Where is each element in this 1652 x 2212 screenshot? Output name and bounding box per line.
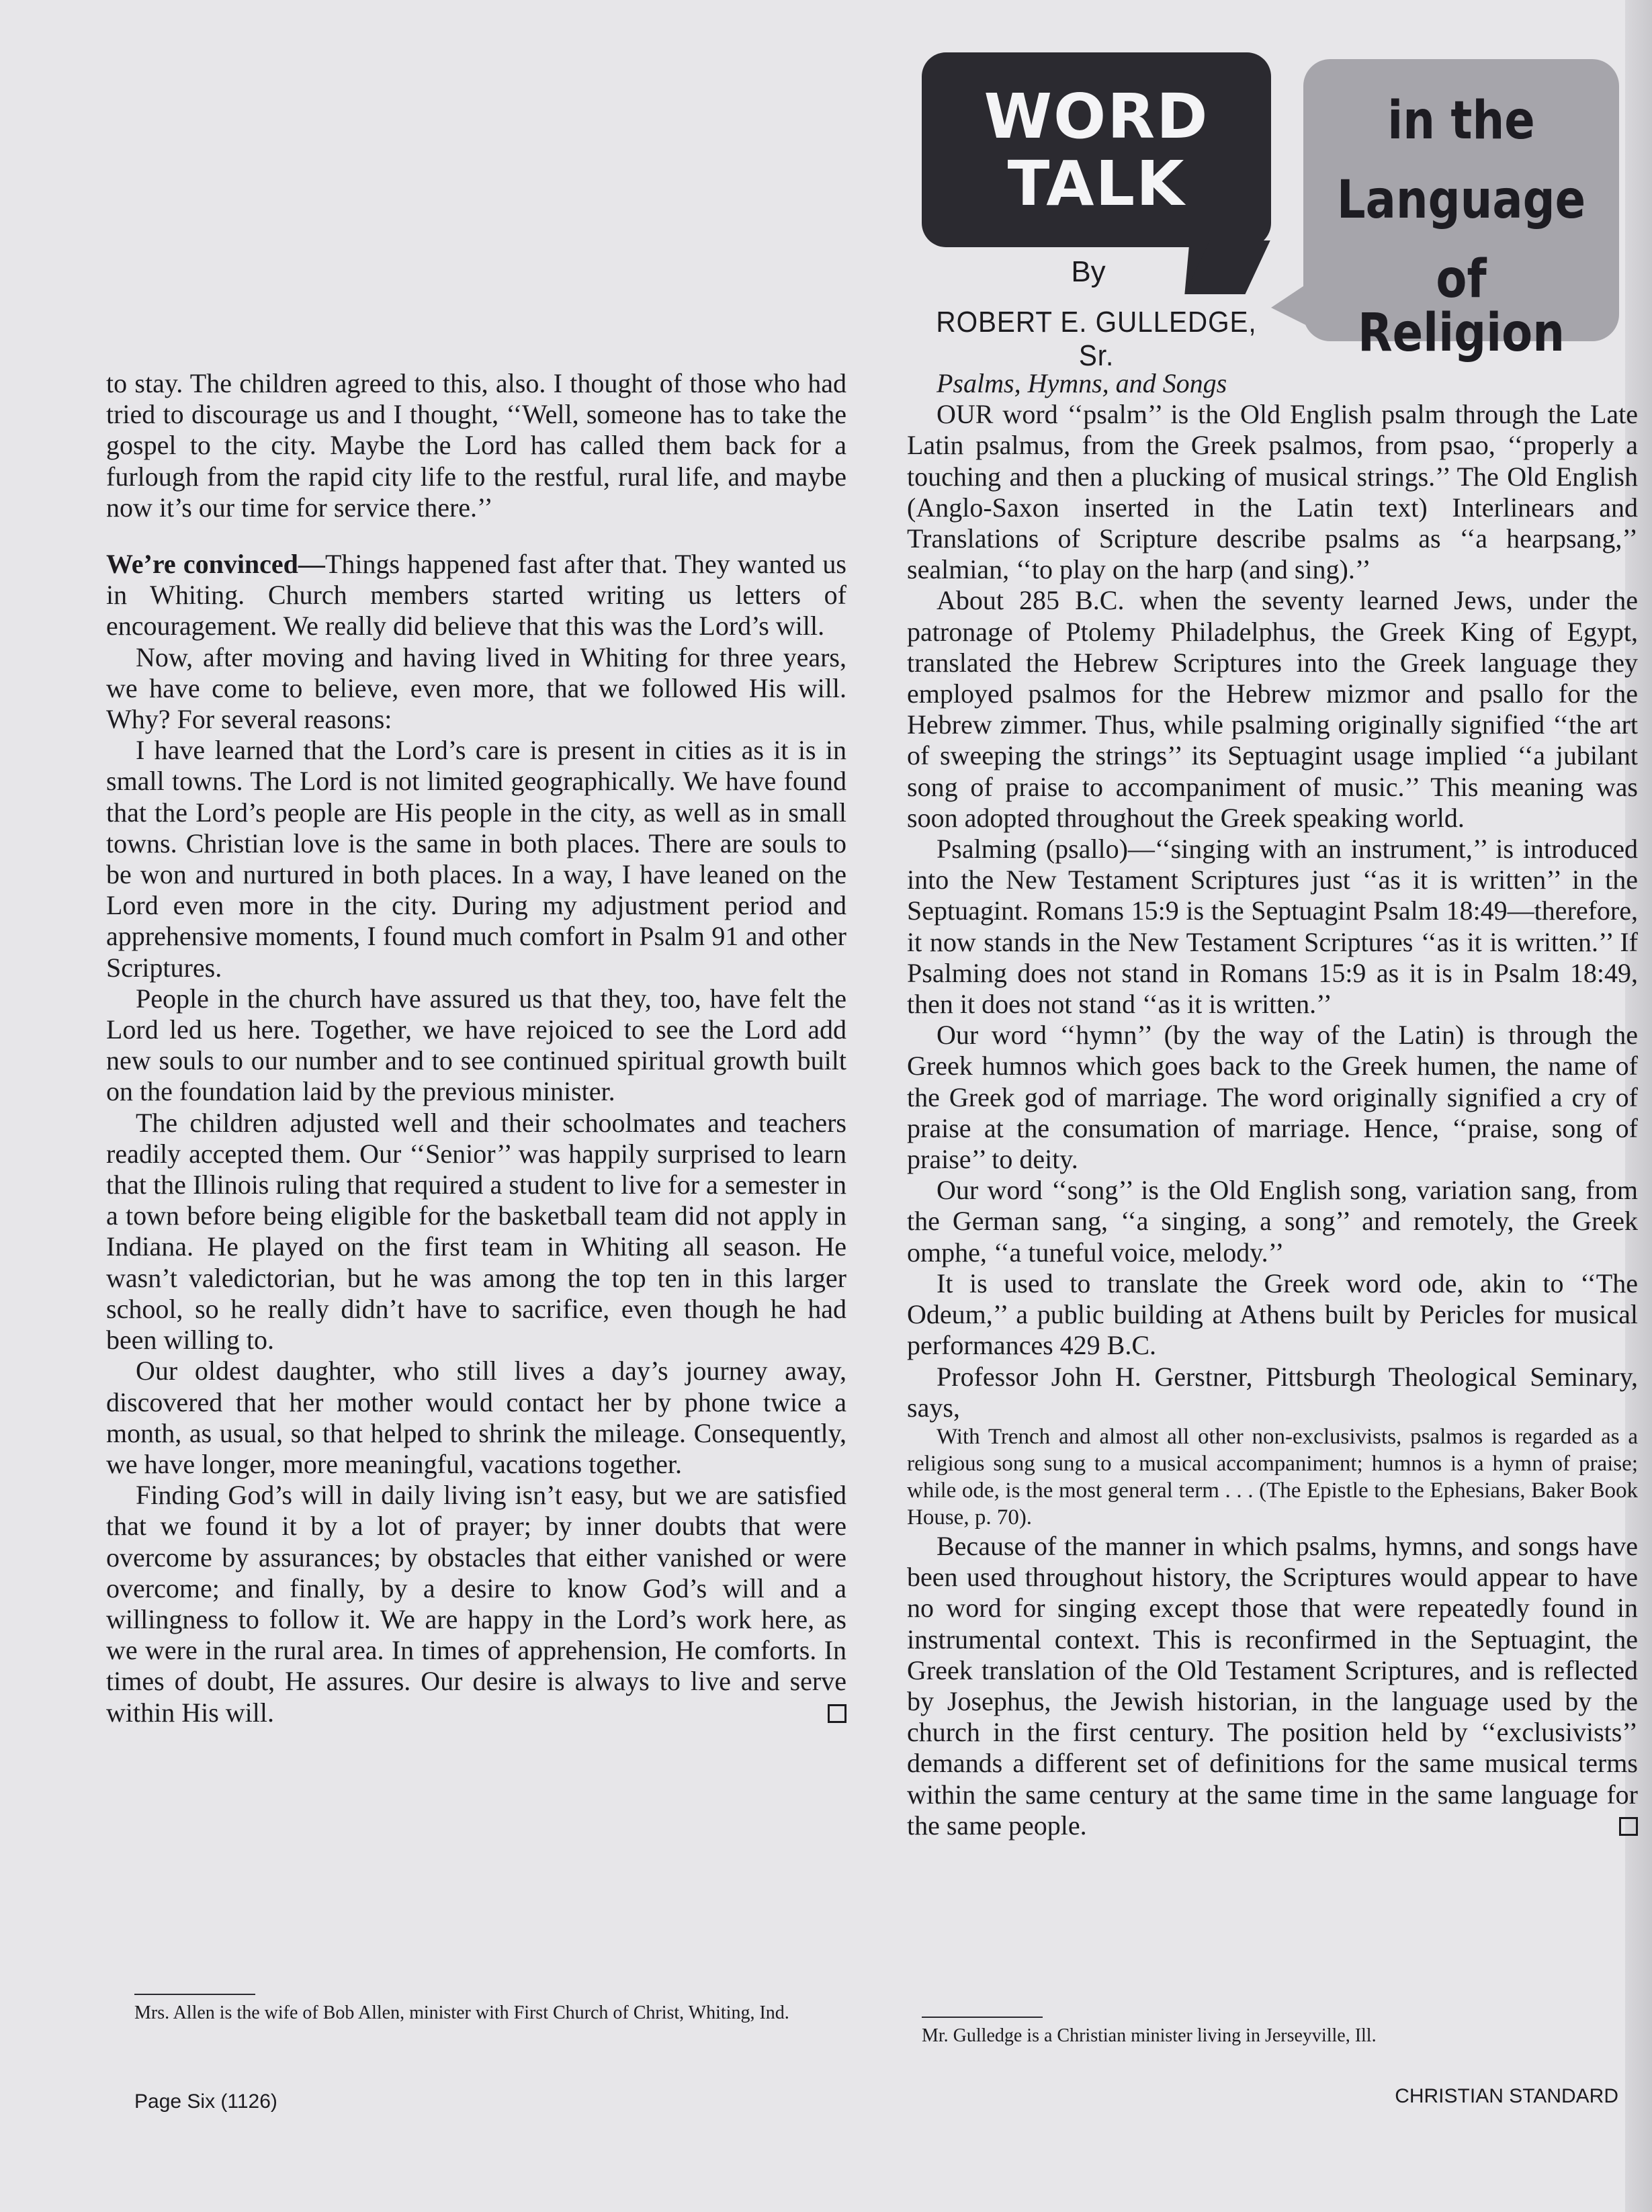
paragraph: Professor John H. Gerstner, Pittsburgh Theological Seminary, says, — [907, 1361, 1638, 1423]
byline-author: ROBERT E. GULLEDGE, Sr. — [936, 306, 1257, 372]
header-word: WORD — [984, 81, 1209, 152]
author-note: Mrs. Allen is the wife of Bob Allen, minister with First Church of Christ, Whiting, Ind. — [134, 2002, 789, 2023]
paragraph: Our word ‘‘hymn’’ (by the way of the Latin) is through the Greek humnos which goes back to the Greek humen, the name of the Greek god of marriage. The word originally signified a cry of praise at the consumation of marriage. Hence, ‘‘praise, song of praise’’ to deity. — [907, 1020, 1638, 1175]
subtitle-line-2: Language — [1336, 170, 1586, 230]
language-of-religion-bubble — [1303, 59, 1619, 363]
run-in-heading: We’re convinced— — [106, 549, 325, 580]
paragraph-text: Finding God’s will in daily living isn’t easy, but we are satisfied that we found it by a lot of prayer; by inner doubts that were overcome by assurances; by obstacles that either vanished or were overcome; and finally, by a desire to know God’s will and a willingness to follow it. We are happy in the Lord’s work here, as we were in the rural area. In times of apprehension, He comforts. In times of doubt, He assures. Our desire is always to live and serve within His will. — [106, 1480, 846, 1728]
paragraph: Now, after moving and having lived in Whiting for three years, we have come to believe, even more, that we followed His will. Why? For several reasons: — [106, 642, 846, 735]
word-talk-speech-bubble — [922, 52, 1271, 247]
paragraph: About 285 B.C. when the seventy learned Jews, under the patronage of Ptolemy Philadelphus, the Greek King of Egypt, translated the Hebrew Scriptures into the Greek language they employed psalmos for the Hebrew mizmor and psallo for the Hebrew zimmer. Thus, while psalming originally signified ‘‘the art of sweeping the strings’’ its Septuagint usage implied ‘‘a jubilant song of praise to accompaniment of music.’’ This meaning was soon adopted throughout the Greek speaking world. — [907, 585, 1638, 833]
paragraph — [106, 549, 846, 642]
paragraph: OUR word ‘‘psalm’’ is the Old English psalm through the Late Latin psalmus, from the Greek psalmos, from psao, ‘‘properly a touching and then a plucking of musical strings.’’ The Old English (Anglo-Saxon inserted in the Latin text) Interlinears and Translations of Scripture describe psalms as ‘‘a hearpsang,’’ sealmian, ‘‘to play on the harp (and sing).’’ — [907, 399, 1638, 585]
end-of-article-square-icon — [828, 1704, 846, 1723]
paragraph — [907, 1531, 1638, 1841]
paragraph: It is used to translate the Greek word ode, akin to ‘‘The Odeum,’’ a public building at Athens built by Pericles for musical performances 429 B.C. — [907, 1268, 1638, 1361]
paragraph: People in the church have assured us that they, too, have felt the Lord led us here. Together, we have rejoiced to see the Lord add new souls to our number and to see continued spiritual growth built on the foundation laid by the previous minister. — [106, 983, 846, 1107]
block-quote: With Trench and almost all other non-exclusivists, psalmos is regarded as a religious song sung to a musical accompaniment; humnos is a hymn of praise; while ode, is the most general term . . . (The Epistle to the Ephesians, Baker Book House, p. 70). — [907, 1424, 1638, 1530]
right-column — [907, 368, 1638, 1841]
subtitle-line-1: in the — [1387, 91, 1535, 151]
author-note: Mr. Gulledge is a Christian minister living in Jerseyville, Ill. — [922, 2025, 1377, 2046]
paragraph: Psalming (psallo)—‘‘singing with an instrument,’’ is introduced into the New Testament Scriptures just ‘‘as it is written’’ in the Septuagint. Romans 15:9 is the Septuagint Psalm 18:49—therefore, it now stands in the New Testament Scriptures ‘‘as it is written.’’ If Psalming does not stand in Romans 15:9 as it is in Psalm 18:49, then it does not stand ‘‘as it is written.’’ — [907, 834, 1638, 1020]
publication-name: CHRISTIAN STANDARD — [1395, 2085, 1618, 2107]
paragraph: to stay. The children agreed to this, also. I thought of those who had tried to discourage us and I thought, ‘‘Well, someone has to take the gospel to the city. Maybe the Lord has called them back for a furlough from the rapid city life to the restful, rural life, and maybe now it’s our time for service there.’’ — [106, 368, 846, 523]
speech-bubble-tail — [1164, 240, 1270, 294]
paragraph: I have learned that the Lord’s care is present in cities as it is in small towns. The Lord is not limited geographically. We have found that the Lord’s people are His people in the city, as well as in small towns. Christian love is the same in both places. There are souls to be won and nurtured in both places. In a way, I have leaned on the Lord even more in the city. During my adjustment period and apprehensive moments, I found much comfort in Psalm 91 and other Scriptures. — [106, 735, 846, 983]
left-column — [106, 368, 846, 1728]
subtitle-line-3: of Religion — [1358, 249, 1565, 363]
header-talk: TALK — [1007, 148, 1186, 220]
paragraph — [106, 1480, 846, 1728]
paragraph: The children adjusted well and their schoolmates and teachers readily accepted them. Our ‘‘Senior’’ was happily surprised to learn that the Illinois ruling that required a student to live for a semester in a town before being eligible for the basketball team did not apply in Indiana. He played on the first team in Whiting all season. He wasn’t valedictorian, but he was among the top ten in this larger school, so he really didn’t have to sacrifice, even though he had been willing to. — [106, 1107, 846, 1356]
page-number: Page Six (1126) — [134, 2090, 277, 2113]
section-title: Psalms, Hymns, and Songs — [937, 368, 1227, 398]
paragraph: Our word ‘‘song’’ is the Old English song, variation sang, from the German sang, ‘‘a singing, a song’’ and remotely, the Greek omphe, ‘‘a tuneful voice, melody.’’ — [907, 1175, 1638, 1268]
paragraph-text: Because of the manner in which psalms, hymns, and songs have been used throughout history, the Scriptures would appear to have no word for singing except those that were repeatedly found in instrumental context. This is reconfirmed in the Septuagint, the Greek translation of the Old Testament Scriptures, and is reflected by Josephus, the Jewish historian, in the language used by the church in the first century. The position held by ‘‘exclusivists’’ demands a different set of definitions for the same musical terms within the same century at the same time in the same language for the same people. — [907, 1530, 1638, 1841]
paragraph-text: Things happened fast after that. They wanted us in Whiting. Church members started writing us letters of encouragement. We really did believe that this was the Lord’s will. — [106, 549, 846, 642]
footnote-rule — [922, 2017, 1043, 2018]
footnote-rule — [134, 1994, 255, 1995]
end-of-article-square-icon — [1619, 1817, 1638, 1836]
paragraph: Our oldest daughter, who still lives a day’s journey away, discovered that her mother would contact her by phone twice a month, as usual, so that helped to shrink the mileage. Consequently, we have longer, more meaningful, vacations together. — [106, 1356, 846, 1479]
byline-by: By — [1071, 255, 1106, 288]
speech-bubble-tail — [1271, 281, 1311, 328]
